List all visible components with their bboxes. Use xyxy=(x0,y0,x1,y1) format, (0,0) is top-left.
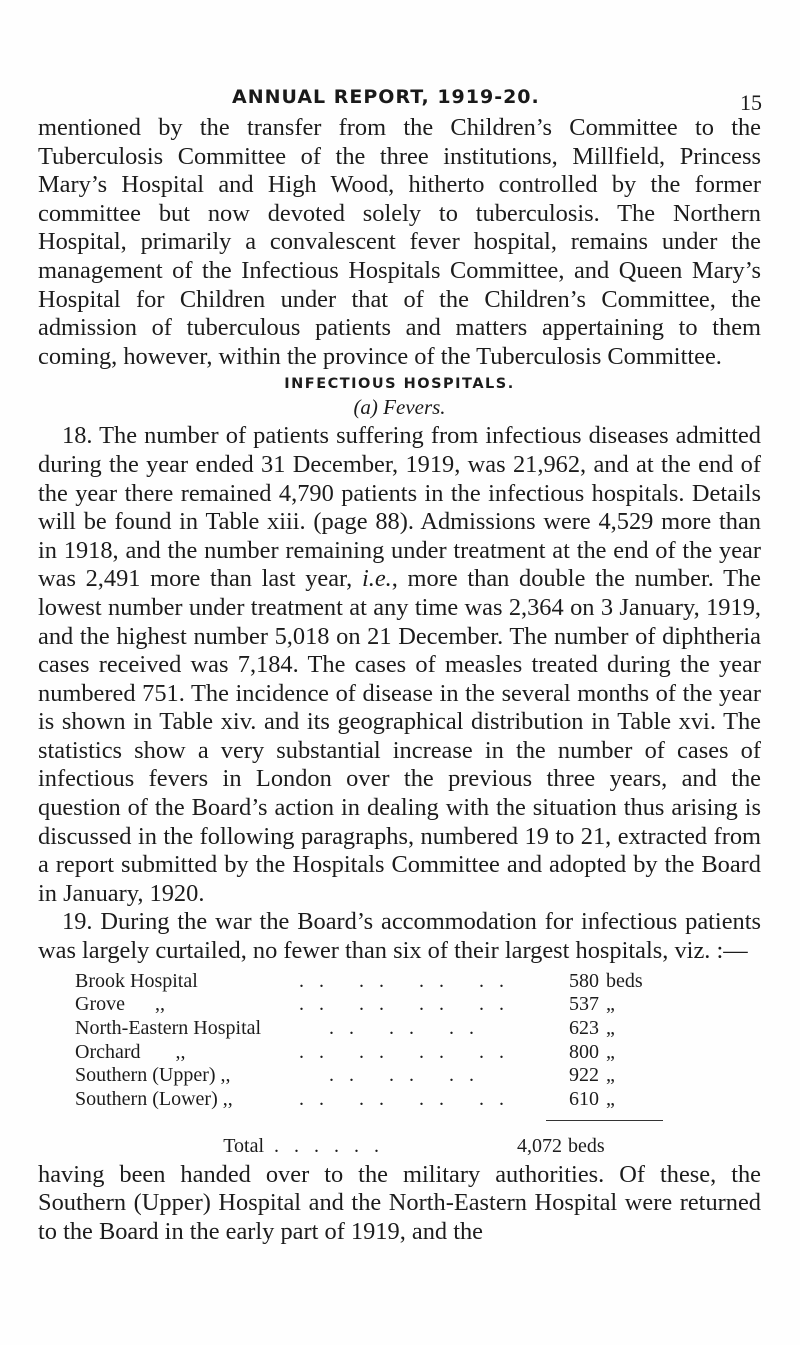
total-bed-count: 4,072 xyxy=(517,1134,562,1157)
total-label: Total xyxy=(223,1134,264,1157)
bed-unit: „ xyxy=(606,1040,615,1063)
intro-paragraph: mentioned by the transfer from the Children’s Committee to the Tuberculosis Committee of the three institutions, Millfield, Princess Mary’s Hospital and High Wood, hitherto controlled by the former committee but now devoted solely to tuberculosis. The Northern Hospital, primarily a convalescent fever hospital, remains under the management of the Infectious Hospitals Committee, and Queen Mary’s Hospital for Children under that of the Children’s Committee, the admission of tuberculous patients and matters appertaining to them coming, however, within the province of the Tuberculosis Committee. xyxy=(38,114,761,370)
paragraph-18-lead: 18. The number of patients suffering from infectious diseases admitted during the year ended 31 December, 1919, was 21,962, and at the end of the year there remained 4,790 patients in the infectious hospitals. Details will be found in Table xiii. (page 88). Admissions were 4,529 more than in 1918, and the number remaining under treatment at the end of the year was 2,491 more than last year, xyxy=(38,422,761,593)
hospital-name: Orchard ,, xyxy=(75,1040,186,1063)
hospital-beds-table xyxy=(75,970,675,1161)
table-row xyxy=(75,970,675,994)
total-rule xyxy=(546,1120,663,1121)
bed-unit: beds xyxy=(606,969,643,992)
hospital-name: Brook Hospital xyxy=(75,969,198,992)
running-head xyxy=(0,86,800,115)
table-row xyxy=(75,1017,675,1041)
leader-dots: . . . . . . . . xyxy=(299,969,509,992)
paragraph-18-ie: i.e. xyxy=(361,565,392,593)
running-title: ANNUAL REPORT, 1919-20. xyxy=(232,86,540,108)
bed-count: 800 xyxy=(569,1040,599,1063)
bed-count: 623 xyxy=(569,1017,599,1039)
bed-unit: „ xyxy=(606,1064,615,1087)
bed-unit: „ xyxy=(606,1017,615,1039)
bed-count: 580 xyxy=(569,969,599,992)
paragraph-18-rest: , more than double the number. The lowest number under treatment at any time was 2,364 on 3 January, 1919, and the highest number 5,018 on 21 December. The number of diphtheria cases received was 7,184. The cases of measles treated during the year numbered 751. The incidence of disease in the several months of the year is shown in Table xiv. and its geographical distribution in Table xvi. The statistics show a very substantial increase in the number of cases of infectious fevers in London over the previous three years, and the question of the Board’s action in dealing with the situation thus arising is discussed in the following paragraphs, numbered 19 to 21, extracted from a report submitted by the Hospitals Committee and adopted by the Board in January, 1920. xyxy=(38,565,761,907)
table-row xyxy=(75,1088,675,1112)
table-row xyxy=(75,1041,675,1065)
closing-paragraph: having been handed over to the military authorities. Of these, the Southern (Upper) Hospital and the North-Eastern Hospital were returned to the Board in the early part of 1919, and the xyxy=(38,1160,761,1245)
bed-count: 610 xyxy=(569,1088,599,1111)
leader-dots: . . . . . . xyxy=(299,1017,479,1039)
hospital-name: Southern (Lower) ,, xyxy=(75,1088,233,1111)
section-subheading: (a) Fevers. xyxy=(353,395,446,420)
bed-count: 537 xyxy=(569,993,599,1016)
leader-dots: . . . . . . . . xyxy=(299,993,509,1016)
bed-unit: „ xyxy=(606,1088,615,1111)
total-row xyxy=(75,1135,675,1161)
total-bed-unit: beds xyxy=(568,1134,605,1157)
hospital-name: Grove ,, xyxy=(75,993,165,1016)
leader-dots: . . . . . . xyxy=(274,1134,384,1157)
table-row xyxy=(75,1064,675,1088)
bed-unit: „ xyxy=(606,993,615,1016)
page-number: 15 xyxy=(740,90,762,115)
table-row xyxy=(75,993,675,1017)
hospital-name: North-Eastern Hospital xyxy=(75,1017,262,1039)
body-text xyxy=(38,114,761,1247)
hospital-name: Southern (Upper) ,, xyxy=(75,1064,231,1087)
leader-dots: . . . . . . . . xyxy=(299,1088,509,1111)
paragraph-18 xyxy=(38,422,761,908)
leader-dots: . . . . . . xyxy=(299,1064,479,1087)
bed-count: 922 xyxy=(569,1064,599,1087)
paragraph-19: 19. During the war the Board’s accommodation for infectious patients was largely curtailed, no fewer than six of their largest hospitals, viz. :— xyxy=(38,908,761,965)
leader-dots: . . . . . . . . xyxy=(299,1040,509,1063)
section-heading: INFECTIOUS HOSPITALS. xyxy=(284,376,515,393)
